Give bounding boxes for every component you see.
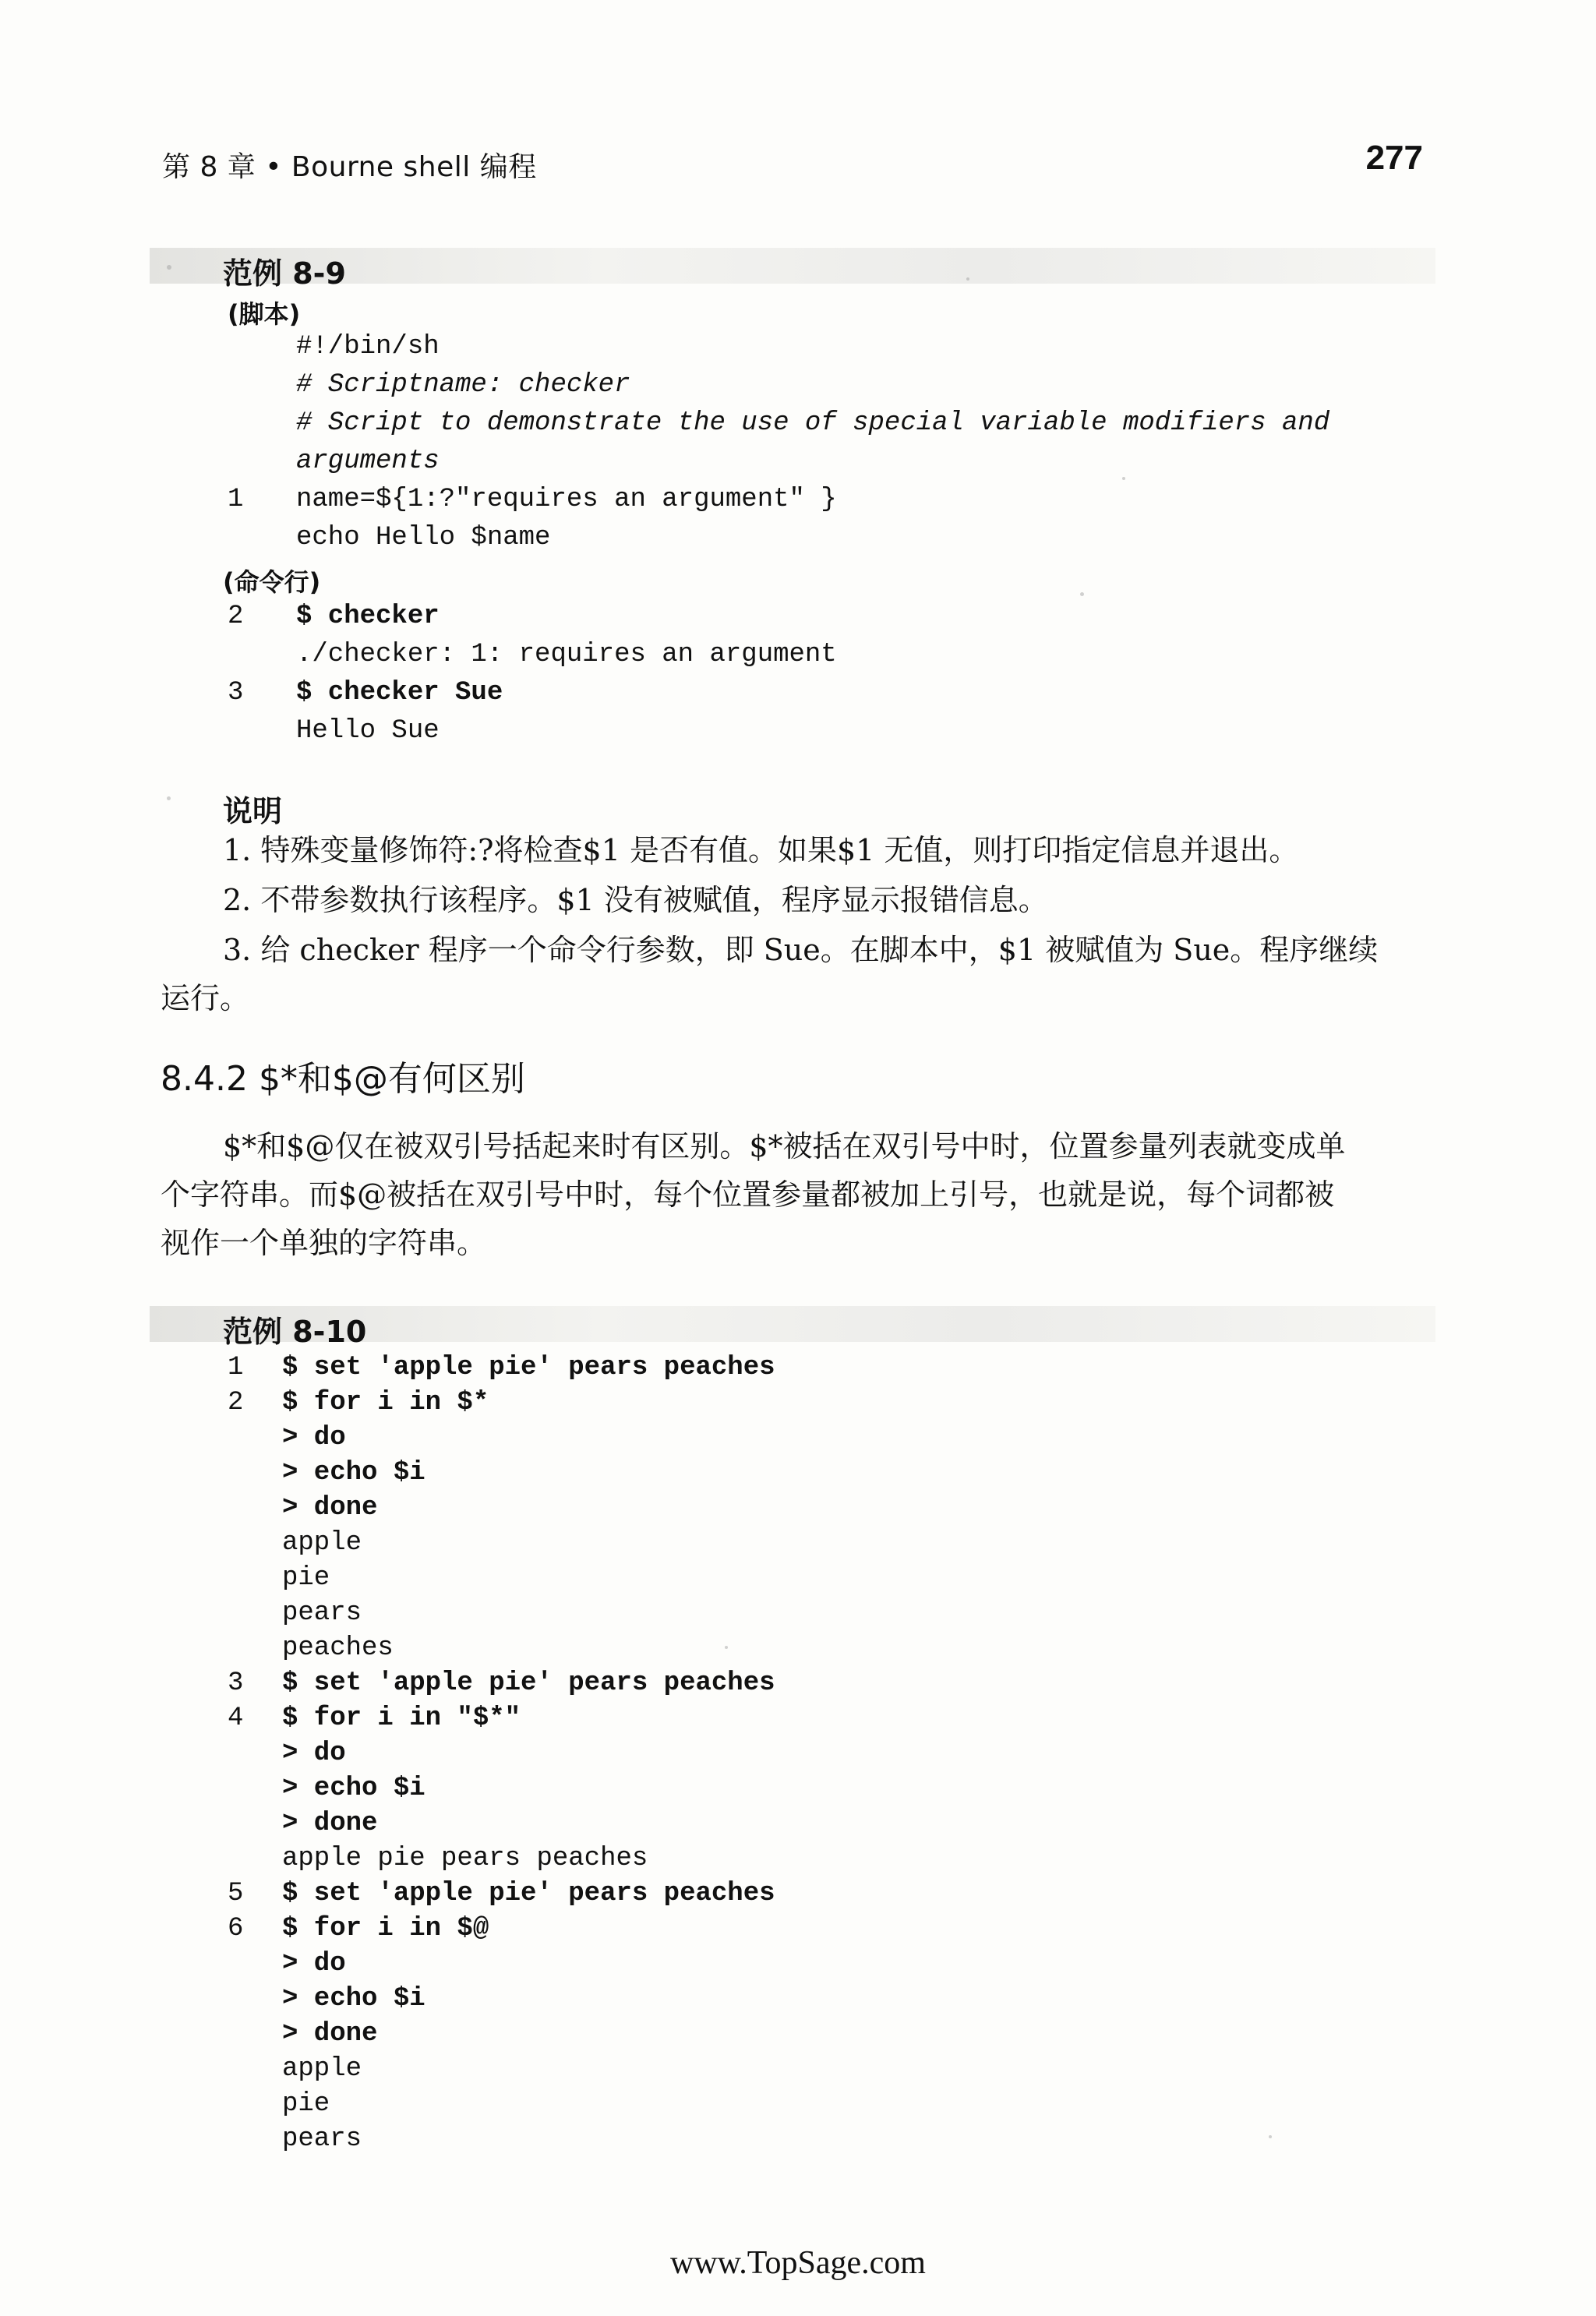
code-line: $ for i in $* — [282, 1388, 489, 1417]
page-number: 277 — [1365, 139, 1423, 177]
section-paragraph-line: 视作一个单独的字符串。 — [161, 1226, 487, 1260]
line-number: 6 — [228, 1914, 244, 1944]
line-number: 3 — [228, 678, 244, 708]
code-line: $ set 'apple pie' pears peaches — [282, 1668, 775, 1698]
scan-speck — [966, 277, 969, 281]
example-8-10-title: 范例 8-10 — [223, 1315, 367, 1349]
code-line: pears — [282, 1598, 362, 1628]
section-paragraph-line: 个字符串。而$@被括在双引号中时，每个位置参量都被加上引号，也就是说，每个词都被 — [161, 1177, 1335, 1212]
code-line: apple pie pears peaches — [282, 1844, 648, 1873]
section-heading: 8.4.2 $*和$@有何区别 — [161, 1059, 525, 1099]
explanation-item: 2. 不带参数执行该程序。$1 没有被赋值，程序显示报错信息。 — [223, 883, 1048, 917]
line-number: 5 — [228, 1879, 244, 1908]
code-line: > done — [282, 1809, 378, 1838]
code-line: peaches — [282, 1633, 394, 1663]
explanation-item: 1. 特殊变量修饰符:?将检查$1 是否有值。如果$1 无值，则打印指定信息并退出。 — [223, 833, 1299, 867]
code-line: > do — [282, 1423, 346, 1453]
line-number: 4 — [228, 1703, 244, 1733]
footer-url: www.TopSage.com — [670, 2245, 926, 2281]
scan-speck — [167, 796, 171, 800]
code-line: > done — [282, 1493, 378, 1523]
code-line: > do — [282, 1739, 346, 1768]
code-line: arguments — [296, 447, 440, 476]
script-label: (脚本) — [228, 299, 301, 329]
code-line: $ for i in $@ — [282, 1914, 489, 1944]
line-number: 1 — [228, 1353, 244, 1382]
code-line: Hello Sue — [296, 716, 440, 746]
scan-speck — [1122, 477, 1125, 480]
scan-speck — [1080, 592, 1084, 596]
code-line: # Scriptname: checker — [296, 370, 630, 400]
explanation-item: 运行。 — [161, 981, 250, 1015]
explanation-item: 3. 给 checker 程序一个命令行参数，即 Sue。在脚本中，$1 被赋值为 Sue。程序继续 — [223, 933, 1379, 967]
running-head: 第 8 章 • Bourne shell 编程 — [162, 151, 537, 183]
section-paragraph-line: $*和$@仅在被双引号括起来时有区别。$*被括在双引号中时，位置参量列表就变成单 — [223, 1129, 1346, 1163]
code-line: pie — [282, 2089, 330, 2119]
line-number: 2 — [228, 602, 244, 631]
code-line: pie — [282, 1563, 330, 1593]
code-line: ./checker: 1: requires an argument — [296, 640, 837, 669]
code-line: $ set 'apple pie' pears peaches — [282, 1879, 775, 1908]
code-line: echo Hello $name — [296, 523, 551, 553]
code-line: pears — [282, 2124, 362, 2154]
code-line: name=${1:?"requires an argument" } — [296, 485, 837, 514]
example-8-9-title: 范例 8-9 — [223, 256, 346, 291]
code-line: apple — [282, 1528, 362, 1558]
code-line: > echo $i — [282, 1774, 425, 1803]
line-number: 1 — [228, 485, 244, 514]
scan-speck — [725, 1646, 728, 1649]
code-line: $ checker — [296, 602, 440, 631]
code-line: $ set 'apple pie' pears peaches — [282, 1353, 775, 1382]
code-line: > do — [282, 1949, 346, 1979]
code-line: > echo $i — [282, 1984, 425, 2014]
cmdline-label: (命令行) — [223, 567, 321, 597]
explanation-heading: 说明 — [223, 794, 283, 828]
code-line: apple — [282, 2054, 362, 2084]
scan-speck — [167, 265, 171, 270]
code-line: $ for i in "$*" — [282, 1703, 521, 1733]
code-line: > echo $i — [282, 1458, 425, 1488]
code-line: # Script to demonstrate the use of special variable modifiers and — [296, 408, 1330, 438]
code-line: $ checker Sue — [296, 678, 503, 708]
scan-speck — [1269, 2135, 1272, 2138]
code-line: > done — [282, 2019, 378, 2049]
line-number: 3 — [228, 1668, 244, 1698]
line-number: 2 — [228, 1388, 244, 1417]
code-line: #!/bin/sh — [296, 332, 440, 362]
